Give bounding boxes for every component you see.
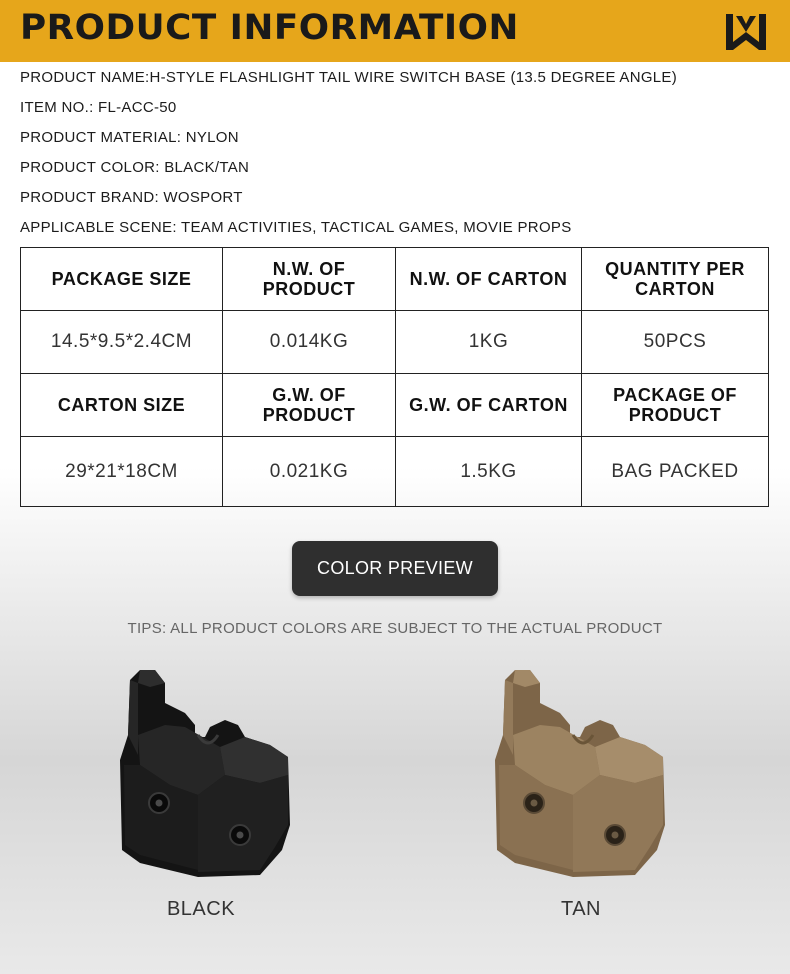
brand-w-logo-icon xyxy=(722,12,770,52)
table-row xyxy=(21,374,769,437)
table-row xyxy=(21,437,769,507)
black-variant-label: BLACK xyxy=(166,898,236,920)
table-header-cell: G.W. OF CARTON xyxy=(396,374,582,437)
table-row xyxy=(21,311,769,374)
product-name-line: PRODUCT NAME:H-STYLE FLASHLIGHT TAIL WIRE SWITCH BASE (13.5 DEGREE ANGLE) xyxy=(20,69,678,86)
table-header-cell: QUANTITY PER CARTON xyxy=(582,248,769,311)
table-header-cell: N.W. OF CARTON xyxy=(396,248,582,311)
table-header-cell: N.W. OF PRODUCT xyxy=(223,248,396,311)
item-number-line: ITEM NO.: FL-ACC-50 xyxy=(20,99,177,116)
brand-line: PRODUCT BRAND: WOSPORT xyxy=(20,189,243,206)
table-value-cell: 1KG xyxy=(396,311,582,374)
table-value-cell: 29*21*18CM xyxy=(21,437,223,507)
black-product-image xyxy=(110,665,300,880)
table-value-cell: 14.5*9.5*2.4CM xyxy=(21,311,223,374)
table-value-cell: 1.5KG xyxy=(396,437,582,507)
color-tips-text: TIPS: ALL PRODUCT COLORS ARE SUBJECT TO THE ACTUAL PRODUCT xyxy=(127,620,663,637)
table-value-cell: BAG PACKED xyxy=(582,437,769,507)
material-line: PRODUCT MATERIAL: NYLON xyxy=(20,129,239,146)
spec-table xyxy=(20,247,769,507)
page-title: PRODUCT INFORMATION xyxy=(20,8,519,48)
table-header-cell: PACKAGE OF PRODUCT xyxy=(582,374,769,437)
table-header-cell: PACKAGE SIZE xyxy=(21,248,223,311)
table-header-cell: G.W. OF PRODUCT xyxy=(223,374,396,437)
tan-product-image xyxy=(485,665,675,880)
table-row xyxy=(21,248,769,311)
applicable-scene-line: APPLICABLE SCENE: TEAM ACTIVITIES, TACTICAL GAMES, MOVIE PROPS xyxy=(20,219,572,236)
table-value-cell: 0.014KG xyxy=(223,311,396,374)
color-preview-button[interactable]: COLOR PREVIEW xyxy=(292,541,498,596)
tan-variant-label: TAN xyxy=(560,898,601,920)
color-line: PRODUCT COLOR: BLACK/TAN xyxy=(20,159,250,176)
header-banner xyxy=(0,0,790,62)
table-value-cell: 0.021KG xyxy=(223,437,396,507)
table-header-cell: CARTON SIZE xyxy=(21,374,223,437)
table-value-cell: 50PCS xyxy=(582,311,769,374)
product-info-list xyxy=(20,68,780,248)
